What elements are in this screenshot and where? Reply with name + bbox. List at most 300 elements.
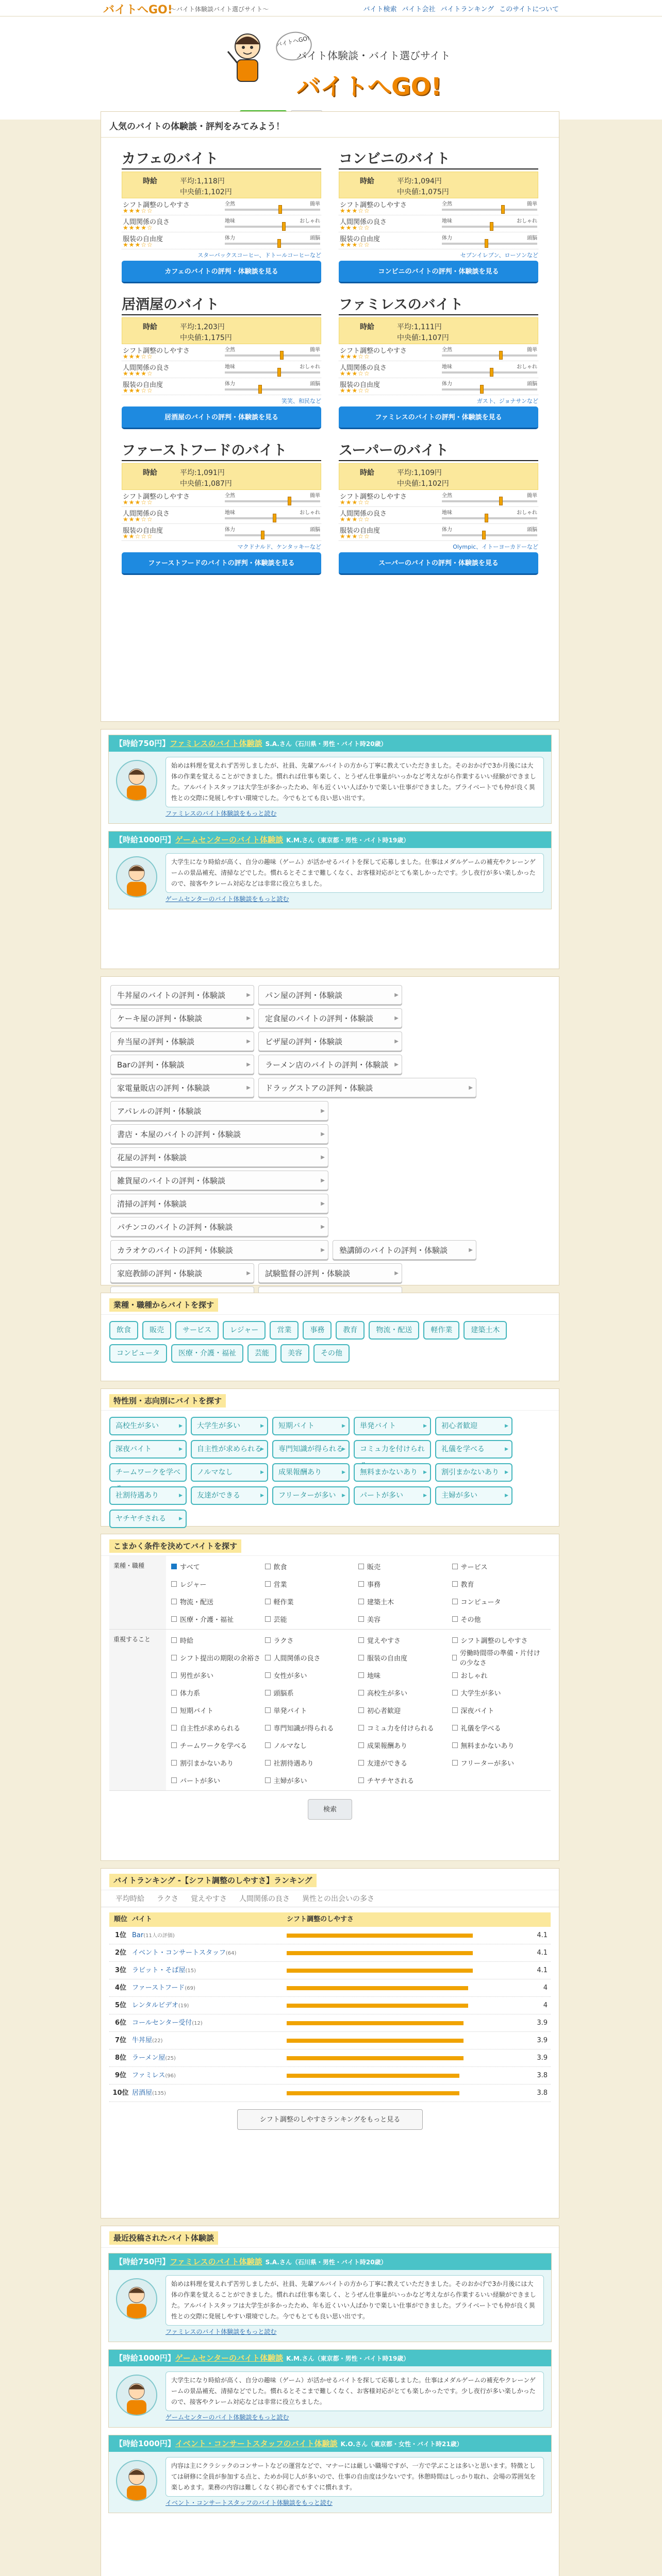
job-card: [122, 149, 321, 283]
checkbox[interactable]: [358, 1564, 364, 1569]
card-title[interactable]: ファミレスのバイト: [339, 295, 538, 315]
ranking-score: [287, 2032, 551, 2049]
feature-tag[interactable]: コミュ力を付けられ ▶: [354, 1440, 431, 1459]
category-link[interactable]: 花屋の評判・体験談 ▶: [110, 1147, 328, 1167]
industry-tag[interactable]: 教育: [336, 1321, 365, 1340]
star-rating: ★★★☆☆: [123, 387, 153, 394]
feature-tag[interactable]: 深夜バイト ▶: [109, 1440, 187, 1459]
review-wage: 【時給750円】: [115, 739, 170, 748]
nav-link[interactable]: バイト会社: [402, 6, 436, 13]
wage-average: [180, 467, 225, 478]
features-label: 重視すること: [109, 1630, 166, 1790]
wage-average: [397, 467, 442, 478]
ranking-count: (25): [165, 2056, 176, 2061]
checkbox[interactable]: [452, 1725, 458, 1731]
category-link[interactable]: ケーキ屋の評判・体験談 ▶: [110, 1008, 254, 1028]
industry-option[interactable]: [358, 1577, 452, 1591]
rating-slider-track: [442, 354, 537, 357]
checkbox[interactable]: [171, 1707, 177, 1713]
ranking-job: [132, 2049, 287, 2066]
star-rating: ★★☆☆☆: [123, 533, 153, 540]
industry-tag[interactable]: 事務: [303, 1321, 332, 1340]
feature-option[interactable]: [171, 1703, 265, 1717]
review-job-link[interactable]: ファミレスのバイト体験談: [170, 2257, 262, 2266]
score-bar: [287, 2091, 459, 2095]
ranking-job-link[interactable]: ファーストフード: [132, 1984, 185, 1992]
review-meta: S.A.さん（石川県・男性・バイト時20歳）: [265, 2259, 387, 2266]
score-value: 3.9: [537, 2019, 548, 2027]
category-link[interactable]: ドラッグストアの評判・体験談 ▶: [258, 1078, 476, 1097]
ranking-job: [132, 1997, 287, 2014]
rank-number: 6位: [114, 2019, 127, 2027]
card-title[interactable]: ファーストフードのバイト: [122, 440, 321, 461]
scale-low: 地味: [225, 364, 235, 370]
category-link[interactable]: 弁当屋の評判・体験談 ▶: [110, 1031, 254, 1051]
feature-option[interactable]: [452, 1703, 546, 1717]
example-companies: マクドナルド、ケンタッキーなど: [237, 544, 321, 550]
feature-option[interactable]: [358, 1755, 452, 1770]
recent-reviews: [101, 2226, 559, 2576]
feature-option[interactable]: [265, 1650, 359, 1665]
feature-tag[interactable]: 友達ができる ▶: [191, 1486, 268, 1505]
industry-option[interactable]: [452, 1594, 546, 1608]
category-link[interactable]: ラーメン店のバイトの評判・体験談 ▶: [258, 1055, 402, 1074]
feature-option[interactable]: [358, 1685, 452, 1700]
feature-option[interactable]: [265, 1668, 359, 1682]
popular-section: [101, 111, 559, 722]
ranking-job-link[interactable]: Bar: [132, 1931, 144, 1939]
checkbox[interactable]: [358, 1690, 364, 1696]
checkbox[interactable]: [452, 1760, 458, 1766]
wage-average: [180, 176, 225, 186]
speech-bubble: バイトへGO!: [273, 28, 315, 63]
checkbox[interactable]: [265, 1581, 271, 1587]
option-label: 芸能: [273, 1616, 287, 1624]
industry-option[interactable]: [171, 1577, 265, 1591]
review-wage: 【時給750円】: [115, 2257, 170, 2266]
score-bar: [287, 2004, 468, 2008]
feature-option[interactable]: [358, 1773, 452, 1787]
rating-slider-track: [225, 517, 320, 519]
ranking-job-link[interactable]: ラーメン屋: [132, 2054, 166, 2062]
scale-low: 地味: [442, 510, 452, 516]
feature-option[interactable]: [171, 1668, 265, 1682]
ranking-tab[interactable]: 平均時給: [115, 1895, 144, 1903]
feature-option[interactable]: [265, 1633, 359, 1647]
checkbox[interactable]: [452, 1672, 458, 1678]
option-label: 物流・配送: [180, 1598, 214, 1606]
feature-tag[interactable]: 初心者歓迎 ▶: [435, 1417, 512, 1435]
industry-tag[interactable]: 医療・介護・福祉: [171, 1344, 243, 1363]
feature-option[interactable]: [358, 1703, 452, 1717]
scale-high: 頭脳: [310, 381, 320, 387]
section-title: 人気のバイトの体験談・評判をみてみよう！: [101, 112, 559, 138]
feature-tag[interactable]: 無料まかないあり ▶: [354, 1463, 431, 1482]
feature-option[interactable]: [452, 1738, 546, 1752]
review-meta: K.M.さん（東京都・男性・バイト時19歳）: [286, 837, 410, 844]
industry-option[interactable]: [452, 1577, 546, 1591]
checkbox[interactable]: [265, 1564, 271, 1569]
checkbox[interactable]: [452, 1581, 458, 1587]
feature-tag[interactable]: 成果報酬あり ▶: [272, 1463, 350, 1482]
ranking-job-link[interactable]: コールセンター受付: [132, 2019, 192, 2027]
category-link[interactable]: アパレルの評判・体験談 ▶: [110, 1101, 328, 1121]
industry-option[interactable]: [265, 1612, 359, 1626]
search-button[interactable]: 検索: [308, 1799, 352, 1820]
industry-tag[interactable]: 物流・配送: [369, 1321, 419, 1340]
scale-low: 地味: [225, 218, 235, 224]
feature-tag[interactable]: 礼儀を学べる ▶: [435, 1440, 512, 1459]
rating-slider-track: [225, 354, 320, 357]
checkbox[interactable]: [452, 1599, 458, 1604]
checkbox[interactable]: [452, 1742, 458, 1748]
star-rating: ★★★★☆: [123, 370, 153, 377]
ranking-job-link[interactable]: ファミレス: [132, 2072, 166, 2079]
job-header: バイト: [132, 1916, 153, 1923]
review-job-link[interactable]: ファミレスのバイト体験談: [170, 739, 262, 748]
feature-option[interactable]: [358, 1633, 452, 1647]
checkbox[interactable]: [171, 1616, 177, 1622]
checkbox[interactable]: [452, 1655, 457, 1660]
feature-option[interactable]: [171, 1650, 265, 1665]
ranking-job-link[interactable]: 牛丼屋: [132, 2037, 153, 2044]
avg-prefix: 平均:: [397, 177, 414, 185]
checkbox[interactable]: [265, 1599, 271, 1604]
ranking-job: [132, 2032, 287, 2049]
feature-option[interactable]: [452, 1755, 546, 1770]
checkbox[interactable]: [358, 1581, 364, 1587]
rating-row: [339, 344, 538, 361]
review-more-link[interactable]: ゲームセンターのバイト体験談をもっと読む: [166, 2414, 289, 2421]
review-header: [109, 2253, 551, 2270]
industry-option[interactable]: [171, 1559, 265, 1573]
checkbox[interactable]: [452, 1707, 458, 1713]
category-link[interactable]: カラオケのバイトの評判・体験談 ▶: [110, 1240, 328, 1260]
industry-tag[interactable]: 軽作業: [423, 1321, 459, 1340]
checkbox[interactable]: [358, 1707, 364, 1713]
feature-tag[interactable]: パートが多い ▶: [354, 1486, 431, 1505]
industry-option[interactable]: [265, 1594, 359, 1608]
reviewer-avatar-icon: [116, 856, 157, 897]
hero-logo[interactable]: バイトへGO!: [296, 73, 442, 100]
score-bar: [287, 1986, 468, 1990]
rating-slider-knob: [480, 385, 484, 394]
checkbox[interactable]: [358, 1742, 364, 1748]
checkbox[interactable]: [265, 1672, 271, 1678]
review-body: [109, 2452, 551, 2513]
industry-tag[interactable]: 芸能: [247, 1344, 276, 1363]
rating-label: シフト調整のしやすさ: [123, 347, 190, 355]
industry-option[interactable]: [358, 1612, 452, 1626]
checkbox[interactable]: [171, 1690, 177, 1696]
card-review-button[interactable]: スーパーのバイトの評判・体験談を見る: [339, 552, 538, 575]
feature-tag[interactable]: 短期バイト ▶: [272, 1417, 350, 1435]
scale-low: 体力: [225, 235, 235, 241]
card-review-button[interactable]: ファーストフードのバイトの評判・体験談を見る: [122, 552, 321, 575]
feature-tag[interactable]: 割引まかないあり ▶: [435, 1463, 512, 1482]
rank-number: 5位: [114, 2002, 127, 2009]
ranking-score: [287, 1962, 551, 1979]
industry-tag[interactable]: レジャー: [223, 1321, 266, 1340]
review-header: [109, 832, 551, 848]
rating-slider-knob: [485, 514, 488, 522]
checkbox[interactable]: [452, 1616, 458, 1622]
industry-option[interactable]: [171, 1612, 265, 1626]
wage-median: [180, 332, 232, 343]
option-label: 人間関係の良さ: [273, 1654, 321, 1663]
category-link[interactable]: 書店・本屋のバイトの評判・体験談 ▶: [110, 1124, 328, 1144]
mascot-illustration: [227, 31, 268, 88]
rating-label: 服装の自由度: [340, 235, 380, 243]
rank-number: 4位: [114, 1984, 127, 1992]
feature-tag[interactable]: 単発バイト ▶: [354, 1417, 431, 1435]
card-review-button[interactable]: カフェのバイトの評判・体験談を見る: [122, 261, 321, 283]
industry-tag[interactable]: 販売: [142, 1321, 171, 1340]
checkbox[interactable]: [171, 1599, 177, 1604]
option-label: フリーターが多い: [460, 1759, 514, 1768]
feature-option[interactable]: [171, 1738, 265, 1752]
scale-high: おしゃれ: [300, 364, 320, 370]
rank-header: 順位: [113, 1916, 127, 1923]
category-link[interactable]: 定食屋のバイトの評判・体験談 ▶: [258, 1008, 402, 1028]
checkbox[interactable]: [358, 1672, 364, 1678]
review-body: [109, 848, 551, 909]
category-link[interactable]: 牛丼屋のバイトの評判・体験談 ▶: [110, 985, 254, 1005]
checkbox[interactable]: [171, 1637, 177, 1643]
ranking-tab[interactable]: 異性との出会いの多さ: [302, 1895, 374, 1903]
review-more-link[interactable]: イベント・コンサートスタッフのバイト体験談をもっと読む: [166, 2499, 333, 2506]
checkbox[interactable]: [358, 1725, 364, 1731]
industry-option[interactable]: [171, 1594, 265, 1608]
feature-tag[interactable]: 自主性が求められる ▶: [191, 1440, 268, 1459]
checkbox[interactable]: [171, 1760, 177, 1766]
ranking-score: [287, 2014, 551, 2031]
feature-option[interactable]: [171, 1755, 265, 1770]
industry-option[interactable]: [452, 1559, 546, 1573]
industry-option[interactable]: [452, 1612, 546, 1626]
feature-tag[interactable]: ヤチヤチされる ▶: [109, 1510, 187, 1528]
review-more-link[interactable]: ゲームセンターのバイト体験談をもっと読む: [166, 895, 289, 903]
checkbox[interactable]: [265, 1655, 271, 1660]
rating-label: シフト調整のしやすさ: [123, 493, 190, 501]
wage-average: [180, 321, 225, 332]
card-review-button[interactable]: ファミレスのバイトの評判・体験談を見る: [339, 406, 538, 429]
industry-tag[interactable]: コンピュータ: [109, 1344, 167, 1363]
mid-value: 1,175円: [204, 334, 232, 342]
ranking-tab[interactable]: ラクさ: [157, 1895, 178, 1903]
feature-tag[interactable]: 専門知識が得られる ▶: [272, 1440, 350, 1459]
card-title[interactable]: カフェのバイト: [122, 149, 321, 170]
review-job-link[interactable]: ゲームセンターのバイト体験談: [175, 835, 284, 844]
industry-tag[interactable]: 美容: [280, 1344, 309, 1363]
industry-option[interactable]: [265, 1559, 359, 1573]
checkbox[interactable]: [171, 1672, 177, 1678]
card-title[interactable]: 居酒屋のバイト: [122, 295, 321, 315]
checkbox[interactable]: [265, 1616, 271, 1622]
checkbox[interactable]: [358, 1655, 364, 1660]
scale-high: 簡単: [527, 493, 537, 499]
ranking-tab[interactable]: 覚えやすさ: [191, 1895, 227, 1903]
checkbox[interactable]: [265, 1760, 271, 1766]
industry-option[interactable]: [358, 1559, 452, 1573]
ranking-score: [287, 1979, 551, 1996]
scale-high: おしゃれ: [517, 364, 537, 370]
option-label: 労働時間帯の準備・片付けの少なさ: [459, 1650, 540, 1667]
category-link[interactable]: 家電量販店の評判・体験談 ▶: [110, 1078, 254, 1097]
feature-option[interactable]: [452, 1685, 546, 1700]
option-label: 自主性が求められる: [180, 1724, 241, 1733]
option-label: 地味: [367, 1672, 381, 1680]
star-rating: ★★★☆☆: [340, 370, 370, 377]
feature-option[interactable]: [452, 1650, 546, 1665]
job-card: [339, 295, 538, 429]
hero-subtitle: バイト体験談・バイト選びサイト: [296, 49, 451, 62]
star-rating: ★★★☆☆: [123, 241, 153, 248]
feature-tag[interactable]: 社割待遇あり ▶: [109, 1486, 187, 1505]
score-value: 4: [543, 2002, 548, 2009]
wage-median: [397, 478, 449, 488]
rating-label: 人間関係の良さ: [123, 218, 170, 226]
review-job-link[interactable]: イベント・コンサートスタッフのバイト体験談: [175, 2439, 338, 2448]
feature-option[interactable]: [171, 1633, 265, 1647]
feature-option[interactable]: [265, 1720, 359, 1735]
card-review-button[interactable]: 居酒屋のバイトの評判・体験談を見る: [122, 406, 321, 429]
nav-link[interactable]: このサイトについて: [499, 6, 559, 13]
rating-label: 服装の自由度: [123, 381, 163, 389]
checkbox[interactable]: [452, 1564, 458, 1569]
checkbox[interactable]: [265, 1707, 271, 1713]
checkbox[interactable]: [265, 1637, 271, 1643]
checkbox[interactable]: [171, 1777, 177, 1783]
checkbox[interactable]: [265, 1742, 271, 1748]
nav-link[interactable]: バイト検索: [363, 6, 397, 13]
checkbox[interactable]: [171, 1581, 177, 1587]
feature-option[interactable]: [265, 1738, 359, 1752]
checkbox[interactable]: [171, 1564, 177, 1569]
scale-low: 体力: [442, 235, 452, 241]
category-link[interactable]: 家庭教師の評判・体験談 ▶: [110, 1263, 254, 1283]
score-bar: [287, 2056, 464, 2060]
checkbox[interactable]: [358, 1616, 364, 1622]
feature-tag[interactable]: 主婦が多い ▶: [435, 1486, 512, 1505]
feature-tag[interactable]: 高校生が多い ▶: [109, 1417, 187, 1435]
scale-high: おしゃれ: [517, 218, 537, 224]
checkbox[interactable]: [265, 1725, 271, 1731]
wage-label: 時給: [143, 323, 157, 331]
industry-tag[interactable]: その他: [313, 1344, 350, 1363]
star-rating: ★★★☆☆: [340, 499, 370, 506]
ranking-row: [109, 2067, 551, 2084]
review-job-link[interactable]: ゲームセンターのバイト体験談: [175, 2353, 284, 2363]
review-more-link[interactable]: ファミレスのバイト体験談をもっと読む: [166, 2328, 277, 2335]
checkbox[interactable]: [171, 1655, 177, 1660]
rating-slider-track: [442, 209, 537, 211]
feature-option[interactable]: [171, 1685, 265, 1700]
category-link[interactable]: 清掃の評判・体験談 ▶: [110, 1194, 328, 1213]
feature-option[interactable]: [358, 1738, 452, 1752]
job-card: [122, 440, 321, 575]
rank-number: 7位: [114, 2037, 127, 2044]
card-review-button[interactable]: コンビニのバイトの評判・体験談を見る: [339, 261, 538, 283]
checkbox[interactable]: [265, 1777, 271, 1783]
industry-tag[interactable]: 建築土木: [464, 1321, 507, 1340]
feature-option[interactable]: [265, 1755, 359, 1770]
feature-tag[interactable]: フリーターが多い ▶: [272, 1486, 350, 1505]
option-label: 覚えやすさ: [367, 1637, 401, 1645]
industry-option[interactable]: [358, 1594, 452, 1608]
card-title[interactable]: コンビニのバイト: [339, 149, 538, 170]
feature-option[interactable]: [452, 1720, 546, 1735]
rating-slider-knob: [485, 239, 488, 248]
feature-option[interactable]: [452, 1668, 546, 1682]
ranking-tab[interactable]: 人間関係の良さ: [239, 1895, 290, 1903]
industry-option[interactable]: [265, 1577, 359, 1591]
ranking-job-link[interactable]: レンタルビデオ: [132, 2002, 178, 2009]
checkbox[interactable]: [452, 1637, 458, 1643]
checkbox[interactable]: [171, 1725, 177, 1731]
industry-tag[interactable]: サービス: [175, 1321, 219, 1340]
category-link[interactable]: ピザ屋の評判・体験談 ▶: [258, 1031, 402, 1051]
checkbox[interactable]: [358, 1599, 364, 1604]
category-link[interactable]: パチンコのバイトの評判・体験談 ▶: [110, 1217, 328, 1236]
review-more-link[interactable]: ファミレスのバイト体験談をもっと読む: [166, 810, 277, 817]
category-link[interactable]: 雑貨屋のバイトの評判・体験談 ▶: [110, 1171, 328, 1190]
industry-tag[interactable]: 営業: [270, 1321, 299, 1340]
card-title[interactable]: スーパーのバイト: [339, 440, 538, 461]
ranking-job-link[interactable]: 居酒屋: [132, 2089, 153, 2097]
checkbox[interactable]: [358, 1760, 364, 1766]
ranking-job-link[interactable]: ラビット・そば屋: [132, 1967, 186, 1974]
header-logo[interactable]: バイトへGO!: [103, 4, 173, 16]
feature-tag[interactable]: 大学生が多い ▶: [191, 1417, 268, 1435]
checkbox[interactable]: [452, 1690, 458, 1696]
checkbox[interactable]: [265, 1690, 271, 1696]
checkbox[interactable]: [358, 1777, 364, 1783]
feature-option[interactable]: [171, 1773, 265, 1787]
category-link[interactable]: Barの評判・体験談 ▶: [110, 1055, 254, 1074]
ranking-more-button[interactable]: シフト調整のしやすさランキングをもっと見る: [237, 2109, 423, 2130]
industry-tag[interactable]: 飲食: [109, 1321, 138, 1340]
category-link[interactable]: 塾講師のバイトの評判・体験談 ▶: [333, 1240, 476, 1260]
feature-option[interactable]: [452, 1633, 546, 1647]
feature-option[interactable]: [265, 1703, 359, 1717]
feature-tag[interactable]: チームワークを学べ ▶: [109, 1463, 187, 1482]
feature-tag[interactable]: ノルマなし ▶: [191, 1463, 268, 1482]
feature-option[interactable]: [358, 1650, 452, 1665]
option-label: その他: [460, 1616, 481, 1624]
checkbox[interactable]: [171, 1742, 177, 1748]
option-label: 無料まかないあり: [460, 1742, 515, 1750]
feature-option[interactable]: [265, 1773, 359, 1787]
checkbox[interactable]: [358, 1637, 364, 1643]
category-link[interactable]: パン屋の評判・体験談 ▶: [258, 985, 402, 1005]
rating-slider-knob: [277, 368, 281, 377]
option-label: 高校生が多い: [367, 1689, 408, 1698]
ranking-count: (69): [185, 1986, 195, 1991]
category-link[interactable]: 試験監督の評判・体験談 ▶: [258, 1263, 402, 1283]
feature-option[interactable]: [265, 1685, 359, 1700]
feature-option[interactable]: [358, 1668, 452, 1682]
nav-link[interactable]: バイトランキング: [440, 6, 494, 13]
feature-option[interactable]: [358, 1720, 452, 1735]
scale-high: 頭脳: [527, 235, 537, 241]
ranking-count: (15): [185, 1968, 196, 1974]
score-bar: [287, 2074, 459, 2078]
hero-banner: [0, 16, 662, 120]
scale-low: 地味: [225, 510, 235, 516]
feature-option[interactable]: [171, 1720, 265, 1735]
ranking-job-link[interactable]: イベント・コンサートスタッフ: [132, 1949, 226, 1957]
